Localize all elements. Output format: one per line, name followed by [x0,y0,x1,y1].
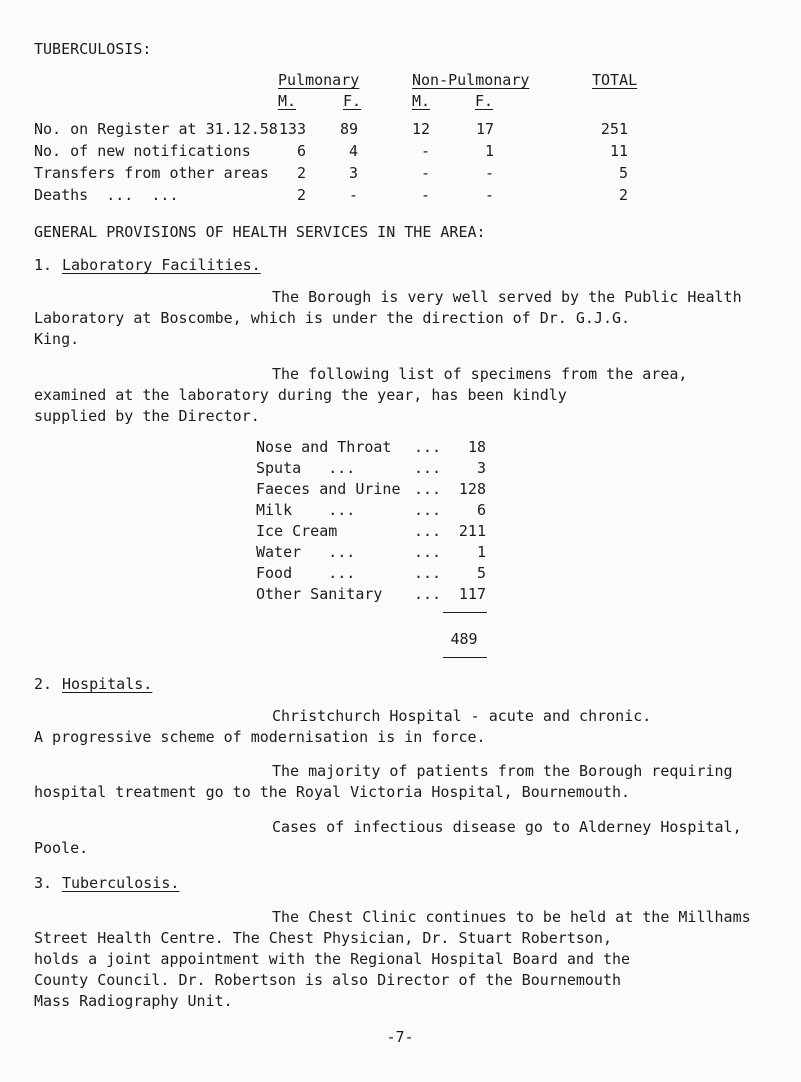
paragraph-line: Christchurch Hospital - acute and chronic. [272,707,652,725]
table-cell: 133 [278,120,306,138]
table-row-label: No. on Register at 31.12.58 [34,120,278,138]
sum-rule-bottom [443,657,487,658]
specimen-dots: ... [414,543,442,561]
specimen-label: Faeces and Urine [256,480,401,498]
paragraph-line: Poole. [34,839,89,857]
paragraph-line: holds a joint appointment with the Regional Hospital Board and the [34,950,631,968]
table-cell: 17 [475,120,494,138]
specimen-dots: ... [414,564,442,582]
subheader-nonpulm-m: M. [412,92,431,110]
page-heading: TUBERCULOSIS: [34,40,152,58]
section-number: 3. [34,874,53,892]
specimen-label: Nose and Throat [256,438,392,456]
subheader-pulm-f: F. [343,92,362,110]
paragraph-line: The Borough is very well served by the Public Health [272,288,742,306]
specimen-count: 3 [476,459,486,477]
table-row-label: No. of new notifications [34,142,251,160]
table-cell: 4 [348,142,358,160]
table-cell: - [420,186,430,204]
paragraph-line: supplied by the Director. [34,407,260,425]
specimen-label: Other Sanitary [256,585,383,603]
table-cell: - [420,164,430,182]
paragraph-line: The majority of patients from the Borough requiring [272,762,733,780]
paragraph-line: Street Health Centre. The Chest Physician, Dr. Stuart Robertson, [34,929,612,947]
page-number: -7- [386,1028,414,1046]
specimen-label: Food ... [256,564,356,582]
specimen-dots: ... [414,501,442,519]
specimen-label: Water ... [256,543,356,561]
table-cell: 251 [600,120,628,138]
specimen-count: 128 [458,480,486,498]
section-number: 1. [34,256,53,274]
specimen-dots: ... [414,522,442,540]
specimen-count: 211 [458,522,486,540]
header-pulmonary: Pulmonary [278,71,360,89]
sum-rule-top [443,612,487,613]
table-cell: 12 [411,120,430,138]
paragraph-line: Cases of infectious disease go to Alderney Hospital, [272,818,742,836]
specimen-total: 489 [450,630,478,648]
section-title-tuberculosis: Tuberculosis. [62,874,180,892]
table-cell: 6 [296,142,306,160]
table-cell: 11 [609,142,628,160]
general-heading: GENERAL PROVISIONS OF HEALTH SERVICES IN THE AREA: [34,223,486,241]
table-cell: 3 [348,164,358,182]
paragraph-line: Laboratory at Boscombe, which is under the direction of Dr. G.J.G. [34,309,631,327]
table-cell: 2 [618,186,628,204]
specimen-dots: ... [414,585,442,603]
paragraph-line: County Council. Dr. Robertson is also Director of the Bournemouth [34,971,621,989]
table-row-label: Deaths ... ... [34,186,179,204]
table-cell: - [484,164,494,182]
subheader-nonpulm-f: F. [475,92,494,110]
table-cell: - [484,186,494,204]
subheader-pulm-m: M. [278,92,297,110]
table-cell: 2 [296,164,306,182]
paragraph-line: King. [34,330,80,348]
specimen-label: Ice Cream [256,522,338,540]
table-cell: - [348,186,358,204]
table-cell: 2 [296,186,306,204]
specimen-label: Sputa ... [256,459,356,477]
section-title-hospitals: Hospitals. [62,675,153,693]
specimen-count: 18 [467,438,486,456]
paragraph-line: hospital treatment go to the Royal Victoria Hospital, Bournemouth. [34,783,631,801]
specimen-label: Milk ... [256,501,356,519]
specimen-count: 117 [458,585,486,603]
specimen-count: 6 [476,501,486,519]
paragraph-line: Mass Radiography Unit. [34,992,233,1010]
specimen-dots: ... [414,438,442,456]
specimen-count: 1 [476,543,486,561]
specimen-dots: ... [414,480,442,498]
table-cell: 1 [484,142,494,160]
specimen-count: 5 [476,564,486,582]
table-cell: 89 [339,120,358,138]
paragraph-line: examined at the laboratory during the year, has been kindly [34,386,567,404]
header-total: TOTAL [592,71,638,89]
specimen-dots: ... [414,459,442,477]
table-cell: - [420,142,430,160]
table-cell: 5 [618,164,628,182]
paragraph-line: The following list of specimens from the area, [272,365,688,383]
paragraph-line: The Chest Clinic continues to be held at the Millhams [272,908,751,926]
table-row-label: Transfers from other areas [34,164,269,182]
header-non-pulmonary: Non-Pulmonary [412,71,530,89]
section-title-laboratory: Laboratory Facilities. [62,256,261,274]
paragraph-line: A progressive scheme of modernisation is in force. [34,728,486,746]
section-number: 2. [34,675,53,693]
